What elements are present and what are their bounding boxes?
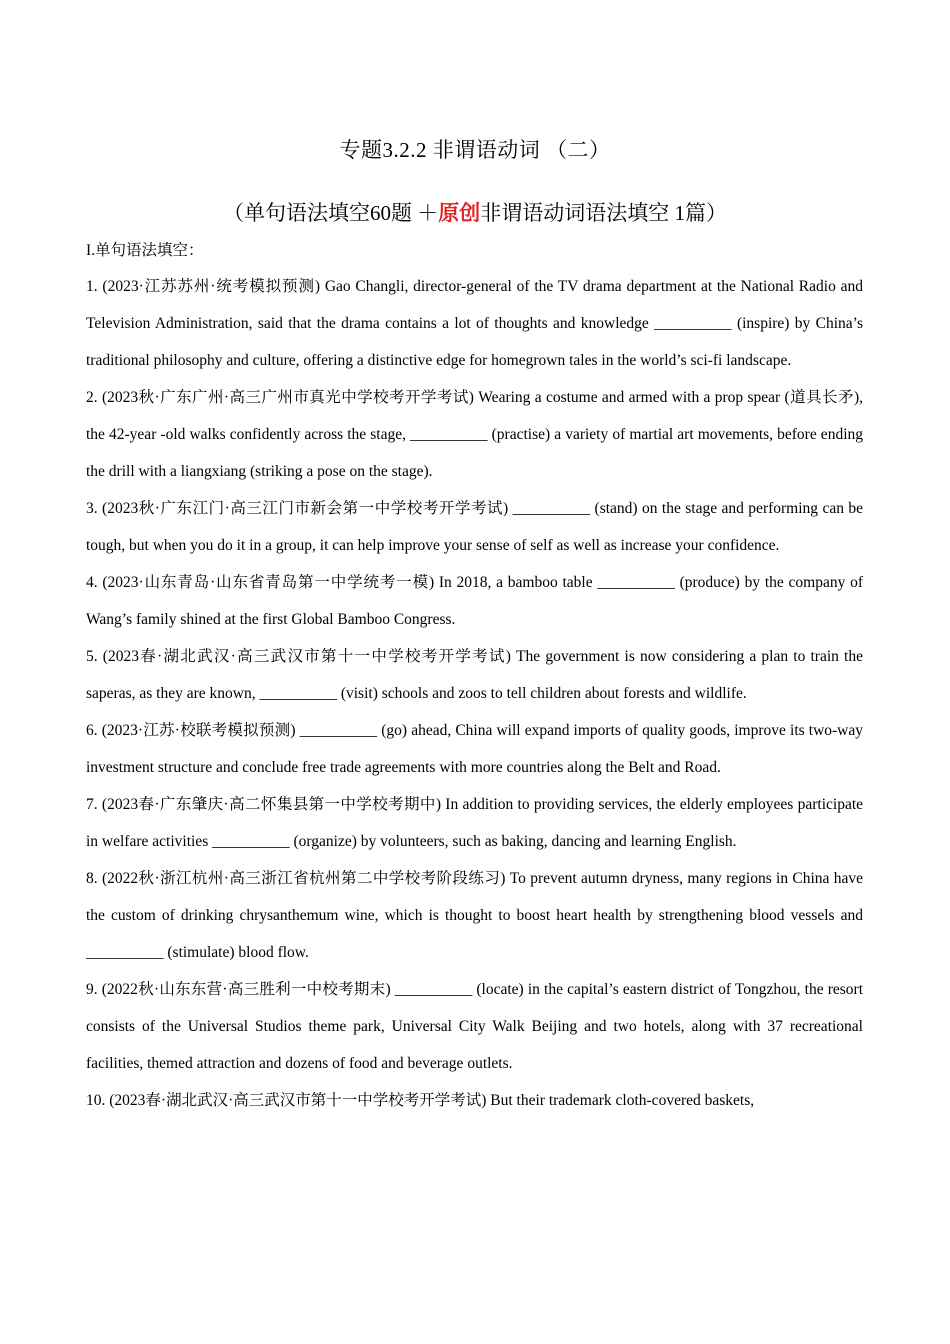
question-source: (2023秋·广东江门·高三江门市新会第一中学校考开学考试) [102,500,509,517]
question-source: (2023·江苏·校联考模拟预测) [101,722,296,739]
question-source: (2022秋·山东东营·高三胜利一中校考期末) [101,981,391,998]
question-text: The government is now considering a plan to train the saperas, as they are known, __________ (visit) schools and zoos to tell children about forests and wildlife. [86,648,863,702]
question-source: (2023春·湖北武汉·高三武汉市第十一中学校考开学考试) [109,1092,487,1109]
section-heading: I.单句语法填空： [86,242,204,259]
question-item [86,786,863,860]
question-text: __________ (stand) on the stage and performing can be tough, but when you do it in a group, it can help improve your sense of self as well as increase your confidence. [86,500,864,554]
question-item [86,564,863,638]
question-number: 2. [86,389,98,406]
subtitle-suffix: 非谓语动词语法填空 1篇） [480,201,727,225]
page-subtitle [0,198,950,229]
question-item [86,490,863,564]
question-source: (2023春·湖北武汉·高三武汉市第十一中学校考开学考试) [102,648,511,665]
question-source: (2023·山东青岛·山东省青岛第一中学统考一模) [102,574,435,591]
question-number: 6. [86,722,98,739]
question-text: __________ (go) ahead, China will expand imports of quality goods, improve its two-way investment structure and conclude free trade agreements with more countries along the Belt and Road. [86,722,864,776]
question-item [86,712,863,786]
question-item [86,1082,863,1119]
question-item [86,638,863,712]
question-text: Wearing a costume and armed with a prop spear (道具长矛), the 42-year -old walks confidently across the stage, __________ (practise) a variety of martial art movements, before ending the drill with a liangxiang (striking a pose on the stage). [86,389,863,480]
question-number: 9. [86,981,98,998]
subtitle-prefix: （单句语法填空60题 ＋ [223,201,439,225]
subtitle-highlight: 原创 [438,202,481,225]
question-number: 7. [86,796,98,813]
question-item [86,971,863,1082]
question-text: Gao Changli, director-general of the TV drama department at the National Radio and Television Administration, said that the drama contains a lot of thoughts and knowledge __________ (inspire) by China’s traditional philosophy and culture, offering a distinctive edge for homegrown tales in the world’s sci-fi landscape. [86,278,864,369]
page-title: 专题3.2.2 非谓语动词 （二） [339,138,611,162]
question-item [86,379,863,490]
document-body [86,234,863,1119]
question-source: (2022秋·浙江杭州·高三浙江省杭州第二中学校考阶段练习) [101,870,506,887]
question-text: But their trademark cloth-covered baskets, [486,1092,755,1109]
question-number: 10. [86,1092,106,1109]
question-text: In 2018, a bamboo table __________ (produce) by the company of Wang’s family shined at the first Global Bamboo Congress. [86,574,863,628]
question-source: (2023春·广东肇庆·高二怀集县第一中学校考期中) [101,796,442,813]
question-text: In addition to providing services, the elderly employees participate in welfare activities __________ (organize) by volunteers, such as baking, dancing and learning English. [86,796,864,850]
question-source: (2023·江苏苏州·统考模拟预测) [102,278,321,295]
question-source: (2023秋·广东广州·高三广州市真光中学校考开学考试) [101,389,474,406]
question-item [86,268,863,379]
question-text: __________ (locate) in the capital’s eastern district of Tongzhou, the resort consists of the Universal Studios theme park, Universal City Walk Beijing and two hotels, along with 37 recreational facilities, themed attraction and dozens of food and beverage outlets. [86,981,864,1072]
question-number: 1. [86,278,98,295]
question-number: 4. [86,574,98,591]
question-text: To prevent autumn dryness, many regions in China have the custom of drinking chrysanthemum wine, which is thought to boost heart health by strengthening blood vessels and __________ (stimulate) blood flow. [86,870,863,961]
question-number: 5. [86,648,98,665]
question-item [86,860,863,971]
question-number: 3. [86,500,98,517]
question-number: 8. [86,870,98,887]
